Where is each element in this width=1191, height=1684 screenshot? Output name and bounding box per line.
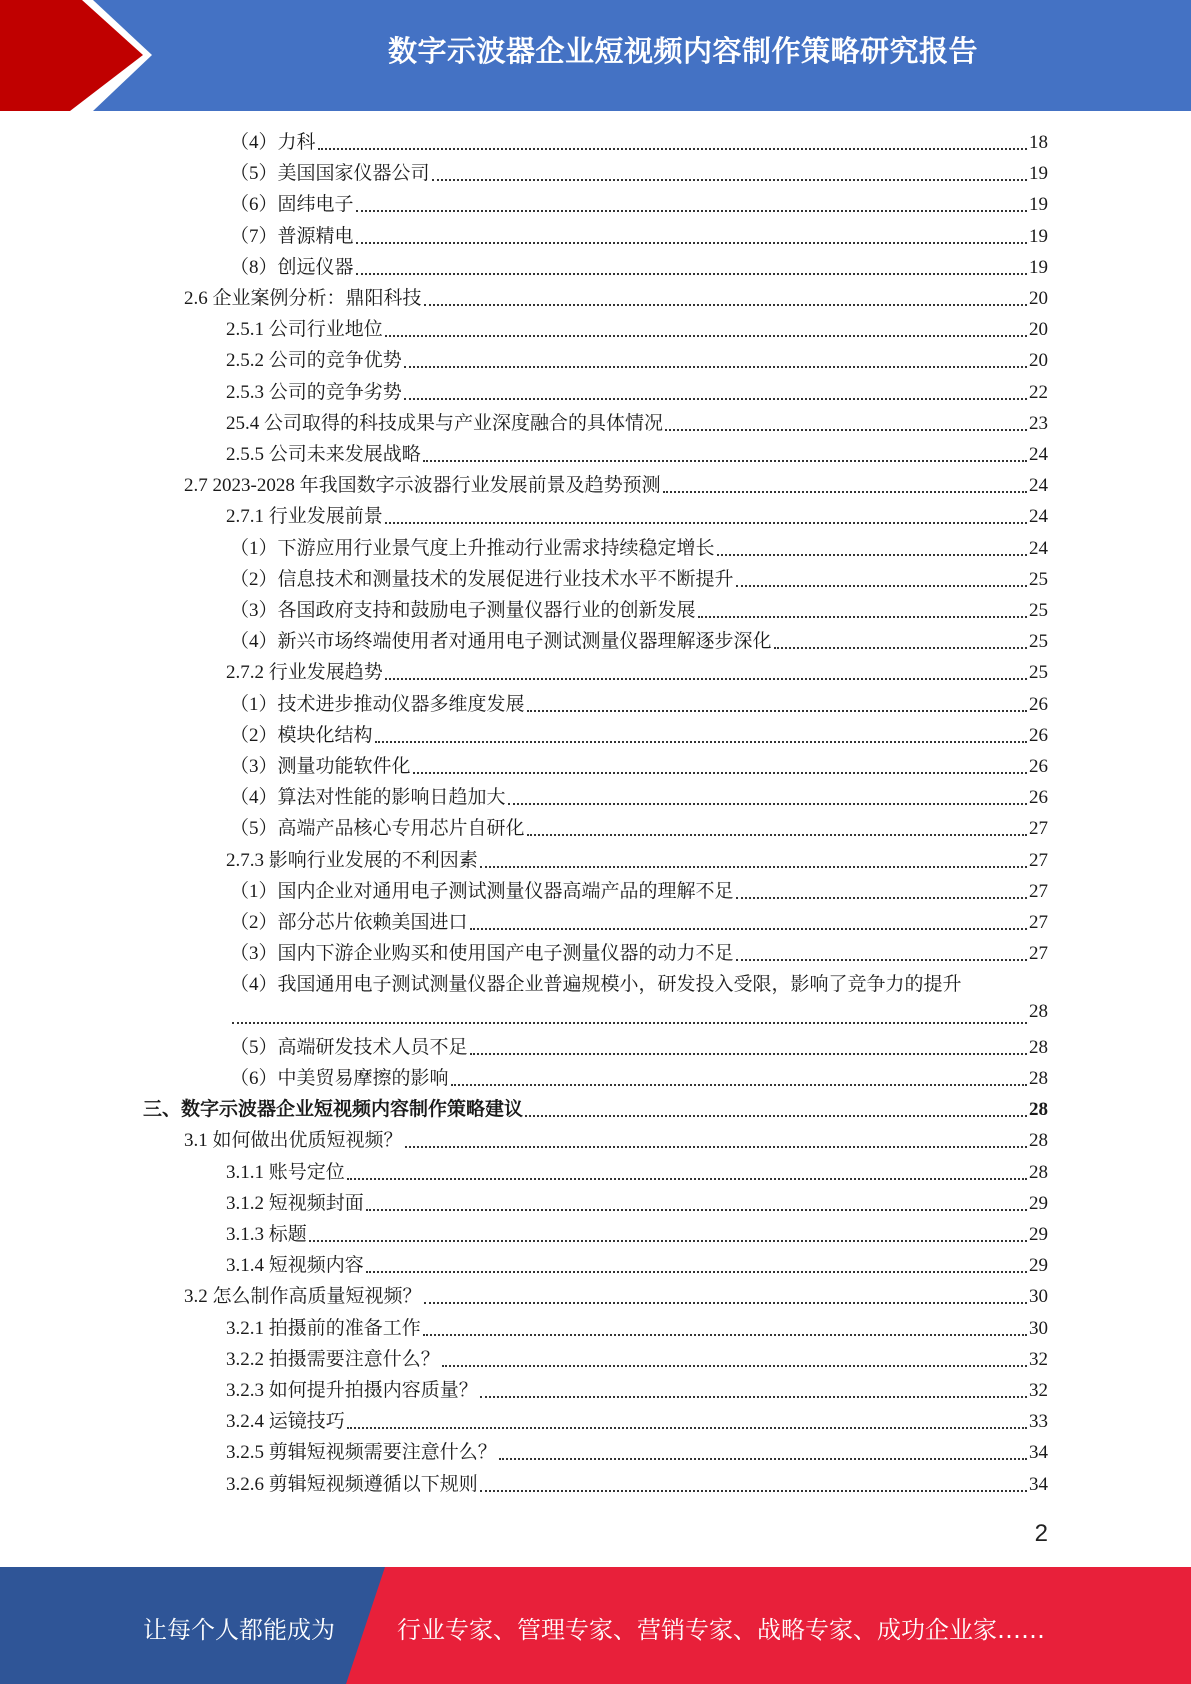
toc-entry-title: 3.2.4 运镜技巧 xyxy=(226,1411,345,1433)
toc-leader-dots xyxy=(423,460,1027,462)
toc-entry-title: （3）国内下游企业购买和使用国产电子测量仪器的动力不足 xyxy=(230,943,734,965)
toc-entry[interactable] xyxy=(143,1094,1048,1125)
toc-leader-dots xyxy=(736,897,1027,899)
toc-leader-dots xyxy=(423,1334,1027,1336)
toc-entry-page: 29 xyxy=(1029,1255,1048,1277)
toc-entry[interactable] xyxy=(226,1250,1048,1281)
toc-entry[interactable] xyxy=(226,439,1048,470)
toc-entry[interactable] xyxy=(226,314,1048,345)
footer-slogan-right: 行业专家、管理专家、营销专家、战略专家、成功企业家…… xyxy=(397,1616,1045,1644)
toc-leader-dots xyxy=(432,179,1027,181)
toc-entry-title: 2.7.1 行业发展前景 xyxy=(226,506,383,528)
toc-entry[interactable] xyxy=(226,377,1048,408)
toc-entry-title: 3.1 如何做出优质短视频？ xyxy=(184,1130,403,1152)
toc-leader-dots xyxy=(375,741,1027,743)
toc-entry-title: 25.4 公司取得的科技成果与产业深度融合的具体情况 xyxy=(226,412,664,434)
header-arrow-icon xyxy=(0,0,143,111)
toc-entry[interactable] xyxy=(226,1437,1048,1468)
toc-entry[interactable] xyxy=(230,720,1048,751)
toc-entry[interactable] xyxy=(226,408,1048,439)
toc-entry[interactable] xyxy=(230,158,1048,189)
toc-entry-title: 3.2.1 拍摄前的准备工作 xyxy=(226,1317,421,1339)
toc-entry-page: 26 xyxy=(1029,724,1048,746)
toc-entry-page: 32 xyxy=(1029,1348,1048,1370)
toc-entry-page: 28 xyxy=(1029,1068,1048,1089)
toc-entry[interactable] xyxy=(230,813,1048,844)
toc-entry-title: 3.2 怎么制作高质量短视频？ xyxy=(184,1286,422,1308)
toc-entry[interactable] xyxy=(230,907,1048,938)
toc-entry-title: 三、数字示波器企业短视频内容制作策略建议 xyxy=(143,1099,524,1121)
toc-entry-page: 24 xyxy=(1029,444,1048,465)
toc-entry-page: 24 xyxy=(1029,506,1048,528)
toc-leader-dots xyxy=(736,959,1027,961)
toc-leader-dots xyxy=(698,616,1027,618)
toc-entry[interactable] xyxy=(226,845,1048,876)
toc-entry-page: 28 xyxy=(1029,1130,1048,1152)
toc-entry-title: （3）各国政府支持和鼓励电子测量仪器行业的创新发展 xyxy=(230,600,696,621)
toc-entry-page: 19 xyxy=(1029,163,1048,185)
toc-entry-title: （8）创远仪器 xyxy=(230,256,354,278)
toc-leader-dots xyxy=(717,554,1027,556)
toc-entry-title: 3.2.2 拍摄需要注意什么？ xyxy=(226,1348,440,1370)
toc-entry-title: 2.7.3 影响行业发展的不利因素 xyxy=(226,849,478,871)
toc-leader-dots xyxy=(413,772,1027,774)
header-banner xyxy=(0,0,1191,111)
toc-entry[interactable] xyxy=(184,1281,1048,1312)
toc-leader-dots xyxy=(347,1427,1027,1429)
toc-entry-title: 2.5.2 公司的竞争优势 xyxy=(226,350,402,372)
toc-entry-title: 2.7.2 行业发展趋势 xyxy=(226,662,383,684)
toc-entry-page: 27 xyxy=(1029,943,1048,965)
toc-leader-dots xyxy=(470,928,1027,930)
toc-entry-page: 18 xyxy=(1029,132,1048,153)
toc-entry-title: 2.5.5 公司未来发展战略 xyxy=(226,444,421,465)
toc-entry-title: （4）力科 xyxy=(230,132,316,153)
toc-leader-dots xyxy=(480,1396,1027,1398)
toc-leader-dots xyxy=(480,866,1027,868)
toc-entry-title: 2.5.1 公司行业地位 xyxy=(226,319,383,341)
toc-leader-dots xyxy=(442,1365,1027,1367)
toc-leader-dots xyxy=(309,1240,1027,1242)
toc-entry[interactable] xyxy=(230,1032,1048,1063)
toc-leader-dots xyxy=(404,366,1027,368)
toc-entry-page: 26 xyxy=(1029,693,1048,715)
toc-entry-title: （1）下游应用行业景气度上升推动行业需求持续稳定增长 xyxy=(230,537,715,559)
toc-entry-title: （5）高端研发技术人员不足 xyxy=(230,1036,468,1058)
toc-entry-title: 2.7 2023-2028 年我国数字示波器行业发展前景及趋势预测 xyxy=(184,475,661,497)
toc-entry-page: 25 xyxy=(1029,631,1048,653)
toc-entry-title: （1）技术进步推动仪器多维度发展 xyxy=(230,693,525,715)
toc-entry[interactable] xyxy=(230,127,1048,158)
toc-entry-title: 2.6 企业案例分析：鼎阳科技 xyxy=(184,288,422,309)
toc-entry-title: 3.2.6 剪辑短视频遵循以下规则 xyxy=(226,1473,478,1495)
toc-entry-title: 3.1.1 账号定位 xyxy=(226,1161,345,1183)
toc-entry[interactable] xyxy=(226,1375,1048,1406)
toc-entry-title: （3）测量功能软件化 xyxy=(230,756,411,777)
toc-entry-title: 3.2.3 如何提升拍摄内容质量？ xyxy=(226,1380,478,1401)
toc-entry-page: 25 xyxy=(1029,662,1048,684)
toc-entry-page: 24 xyxy=(1029,475,1048,497)
toc-entry[interactable] xyxy=(230,189,1048,220)
toc-entry[interactable] xyxy=(230,533,1048,564)
toc-entry-title: （6）固纬电子 xyxy=(230,194,354,216)
toc-entry-title: （4）我国通用电子测试测量仪器企业普遍规模小，研发投入受限，影响了竞争力的提升 xyxy=(230,974,962,996)
toc-entry-title: 3.1.2 短视频封面 xyxy=(226,1192,364,1214)
toc-entry[interactable] xyxy=(184,470,1048,501)
toc-entry[interactable] xyxy=(230,252,1048,283)
toc-leader-dots xyxy=(480,1490,1027,1492)
toc-leader-dots xyxy=(356,242,1027,244)
toc-entry-title: （2）部分芯片依赖美国进口 xyxy=(230,912,468,933)
toc-leader-dots xyxy=(527,710,1027,712)
toc-leader-dots xyxy=(424,1302,1027,1304)
toc-entry[interactable] xyxy=(226,1219,1048,1250)
toc-leader-dots xyxy=(366,1271,1027,1273)
toc-entry[interactable] xyxy=(226,345,1048,376)
toc-leader-dots xyxy=(366,1209,1027,1211)
toc-entry-page: 27 xyxy=(1029,880,1048,902)
toc-entry-page: 26 xyxy=(1029,756,1048,777)
toc-entry-title: （7）普源精电 xyxy=(230,225,354,247)
toc-entry-title: （5）高端产品核心专用芯片自研化 xyxy=(230,818,525,840)
toc-entry[interactable] xyxy=(226,1344,1048,1375)
toc-leader-dots xyxy=(318,148,1027,150)
toc-entry[interactable] xyxy=(226,1406,1048,1437)
toc-leader-dots xyxy=(499,1458,1027,1460)
toc-entry-page: 27 xyxy=(1029,849,1048,871)
toc-entry[interactable] xyxy=(230,938,1048,969)
toc-entry-title: （4）新兴市场终端使用者对通用电子测试测量仪器理解逐步深化 xyxy=(230,631,772,653)
toc-entry[interactable] xyxy=(184,1125,1048,1156)
toc-entry-page: 25 xyxy=(1029,568,1048,590)
toc-leader-dots xyxy=(347,1178,1027,1180)
toc-leader-dots xyxy=(525,1115,1027,1117)
toc-entry-page: 30 xyxy=(1029,1286,1048,1308)
toc-leader-dots xyxy=(404,398,1027,400)
toc-entry-title: （5）美国国家仪器公司 xyxy=(230,163,430,185)
toc-entry-title: （2）模块化结构 xyxy=(230,724,373,746)
toc-leader-dots xyxy=(663,491,1027,493)
toc-entry-page: 27 xyxy=(1029,818,1048,840)
toc-entry-page: 32 xyxy=(1029,1380,1048,1401)
toc-entry-title: 2.5.3 公司的竞争劣势 xyxy=(226,381,402,403)
toc-entry[interactable] xyxy=(230,1063,1048,1094)
toc-entry[interactable] xyxy=(230,1001,1048,1032)
toc-entry-page: 26 xyxy=(1029,787,1048,809)
toc-entry[interactable] xyxy=(226,657,1048,688)
toc-leader-dots xyxy=(385,678,1027,680)
toc-entry[interactable] xyxy=(226,1188,1048,1219)
toc-entry-page: 20 xyxy=(1029,350,1048,372)
toc-entry-page: 19 xyxy=(1029,225,1048,247)
toc-entry-page: 20 xyxy=(1029,288,1048,309)
toc-entry-page: 33 xyxy=(1029,1411,1048,1433)
document-title: 数字示波器企业短视频内容制作策略研究报告 xyxy=(387,34,978,68)
toc-entry-title: （6）中美贸易摩擦的影响 xyxy=(230,1068,449,1089)
toc-leader-dots xyxy=(385,522,1027,524)
toc-leader-dots xyxy=(424,304,1027,306)
toc-entry[interactable] xyxy=(230,595,1048,626)
toc-entry-page: 29 xyxy=(1029,1192,1048,1214)
toc-leader-dots xyxy=(385,335,1027,337)
toc-entry-page: 28 xyxy=(1029,1000,1048,1022)
toc-entry-page: 19 xyxy=(1029,194,1048,216)
footer-slogan-left: 让每个人都能成为 xyxy=(143,1616,335,1644)
toc-entry[interactable] xyxy=(230,564,1048,595)
toc-entry[interactable] xyxy=(230,876,1048,907)
toc-leader-dots xyxy=(451,1084,1027,1086)
toc-entry[interactable] xyxy=(226,1469,1048,1500)
toc-leader-dots xyxy=(405,1146,1027,1148)
toc-entry[interactable] xyxy=(230,969,1048,1000)
toc-entry-page: 28 xyxy=(1029,1099,1048,1121)
toc-entry-page: 23 xyxy=(1029,412,1048,434)
toc-entry-page: 24 xyxy=(1029,537,1048,559)
toc-entry-page: 20 xyxy=(1029,319,1048,341)
toc-leader-dots xyxy=(736,585,1027,587)
toc-entry-page: 28 xyxy=(1029,1161,1048,1183)
toc-leader-dots xyxy=(527,834,1027,836)
toc-entry[interactable] xyxy=(230,782,1048,813)
toc-entry-page: 27 xyxy=(1029,912,1048,933)
toc-entry-title: （1）国内企业对通用电子测试测量仪器高端产品的理解不足 xyxy=(230,880,734,902)
toc-entry[interactable] xyxy=(230,689,1048,720)
toc-entry-page: 34 xyxy=(1029,1442,1048,1464)
toc-entry[interactable] xyxy=(184,283,1048,314)
toc-entry-page: 30 xyxy=(1029,1317,1048,1339)
toc-entry-title: 3.1.4 短视频内容 xyxy=(226,1255,364,1277)
toc-entry-page: 29 xyxy=(1029,1224,1048,1245)
toc-entry-title: （4）算法对性能的影响日趋加大 xyxy=(230,787,506,809)
toc-leader-dots xyxy=(665,429,1027,431)
toc-entry-page: 22 xyxy=(1029,381,1048,403)
toc-entry[interactable] xyxy=(230,751,1048,782)
toc-leader-dots xyxy=(232,1022,1027,1024)
toc-entry-title: 3.2.5 剪辑短视频需要注意什么？ xyxy=(226,1442,497,1464)
toc-entry-page: 19 xyxy=(1029,256,1048,278)
toc-entry[interactable] xyxy=(230,221,1048,252)
toc-entry-title: （2）信息技术和测量技术的发展促进行业技术水平不断提升 xyxy=(230,568,734,590)
toc-leader-dots xyxy=(774,647,1027,649)
toc-entry-page: 28 xyxy=(1029,1036,1048,1058)
toc-entry[interactable] xyxy=(226,1313,1048,1344)
toc-entry[interactable] xyxy=(226,1157,1048,1188)
toc-entry[interactable] xyxy=(226,501,1048,532)
page-number: 2 xyxy=(1034,1520,1048,1547)
toc-entry-page: 25 xyxy=(1029,600,1048,621)
toc-leader-dots xyxy=(508,803,1027,805)
toc-leader-dots xyxy=(356,210,1027,212)
toc-leader-dots xyxy=(356,273,1027,275)
toc-leader-dots xyxy=(470,1053,1027,1055)
toc-entry-title: 3.1.3 标题 xyxy=(226,1224,307,1245)
toc-entry[interactable] xyxy=(230,626,1048,657)
toc-entry-page: 34 xyxy=(1029,1473,1048,1495)
